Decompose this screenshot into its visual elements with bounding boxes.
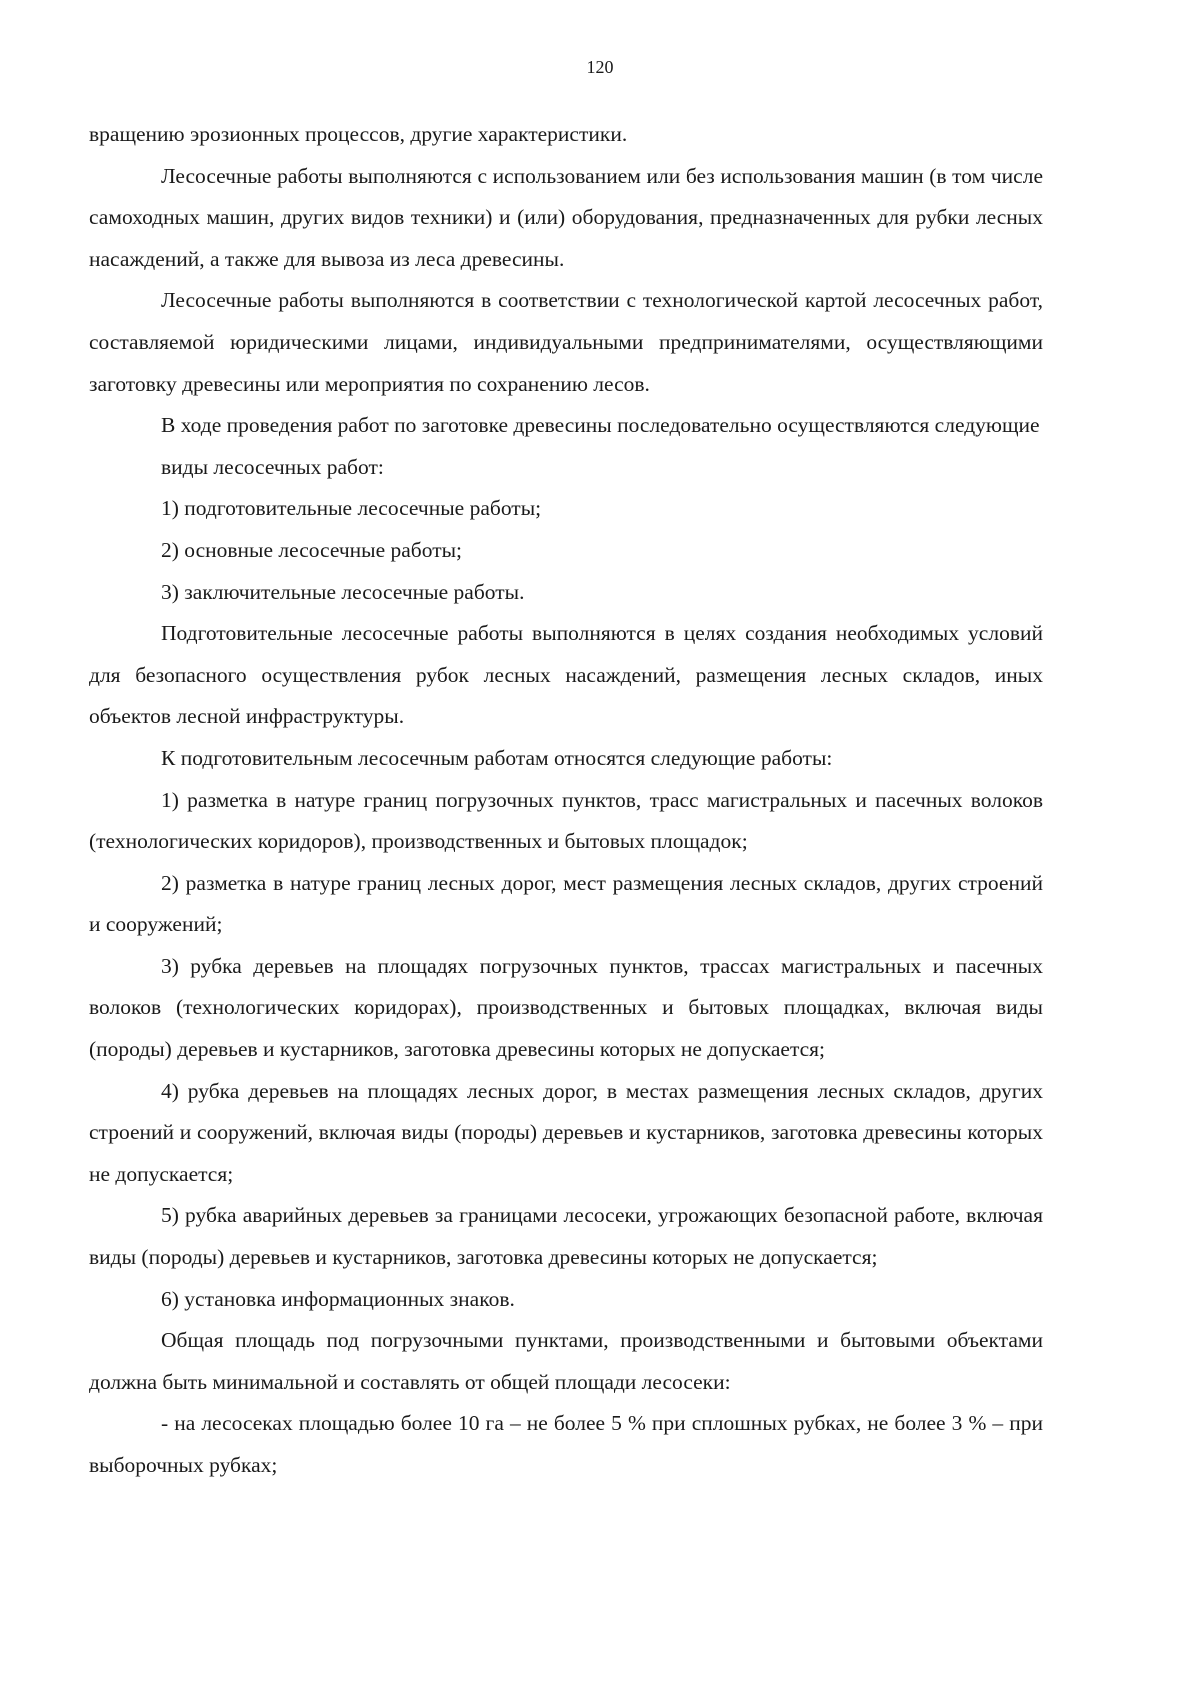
paragraph-total-area: Общая площадь под погрузочными пунктами, производственными и бытовыми объектами должна быть минимальной и составлять от общей площади лесосеки: <box>89 1328 1043 1394</box>
page-number: 120 <box>586 57 614 77</box>
list-item-emergency-trees: 5) рубка аварийных деревьев за границами лесосеки, угрожающих безопасной работе, включая виды (породы) деревьев и кустарников, заготовка древесины которых не допускается; <box>89 1203 1043 1270</box>
list-item-main: 2) основные лесосечные работы; <box>161 537 463 562</box>
list-item-felling-points: 3) рубка деревьев на площадях погрузочных пунктов, трассах магистральных и пасечных волоков (технологических коридорах), производственных и бытовых площадках, включая виды (породы) деревьев и кустарников, заготовка древесины которых не допускается; <box>89 953 1043 1062</box>
document-body <box>89 114 1043 1487</box>
list-item-marking-roads: 2) разметка в натуре границ лесных дорог, мест размещения лесных складов, других строений и сооружений; <box>89 870 1043 937</box>
list-item-felling-roads: 4) рубка деревьев на площадях лесных дорог, в местах размещения лесных складов, других строений и сооружений, включая виды (породы) деревьев и кустарников, заготовка древесины которых не допускается; <box>89 1078 1043 1186</box>
list-item-marking-points: 1) разметка в натуре границ погрузочных пунктов, трасс магистральных и пасечных волоков (технологических коридоров), производственных и бытовых площадок; <box>89 787 1043 854</box>
paragraph-continuation: вращению эрозионных процессов, другие характеристики. <box>89 122 628 146</box>
list-item-preparatory: 1) подготовительные лесосечные работы; <box>161 496 542 521</box>
paragraph-work-sequence: В ходе проведения работ по заготовке древесины последовательно осуществляются следующие виды лесосечных работ: <box>161 413 1040 479</box>
paragraph-technological-map: Лесосечные работы выполняются в соответствии с технологической картой лесосечных работ, составляемой юридическими лицами, индивидуальными предпринимателями, осуществляющими заготовку древесины или мероприятия по сохранению лесов. <box>89 288 1043 396</box>
paragraph-preparatory-list-intro: К подготовительным лесосечным работам относятся следующие работы: <box>161 745 833 770</box>
list-item-area-limits: - на лесосеках площадью более 10 га – не более 5 % при сплошных рубках, не более 3 % – при выборочных рубках; <box>89 1411 1043 1477</box>
list-item-final: 3) заключительные лесосечные работы. <box>161 579 525 604</box>
list-item-signs: 6) установка информационных знаков. <box>161 1286 515 1311</box>
paragraph-preparatory-purpose: Подготовительные лесосечные работы выполняются в целях создания необходимых условий для безопасного осуществления рубок лесных насаждений, размещения лесных складов, иных объектов лесной инфраструктуры. <box>89 621 1043 729</box>
paragraph-logging-machines: Лесосечные работы выполняются с использованием или без использования машин (в том числе самоходных машин, других видов техники) и (или) оборудования, предназначенных для рубки лесных насаждений, а также для вывоза из леса древесины. <box>89 163 1043 271</box>
